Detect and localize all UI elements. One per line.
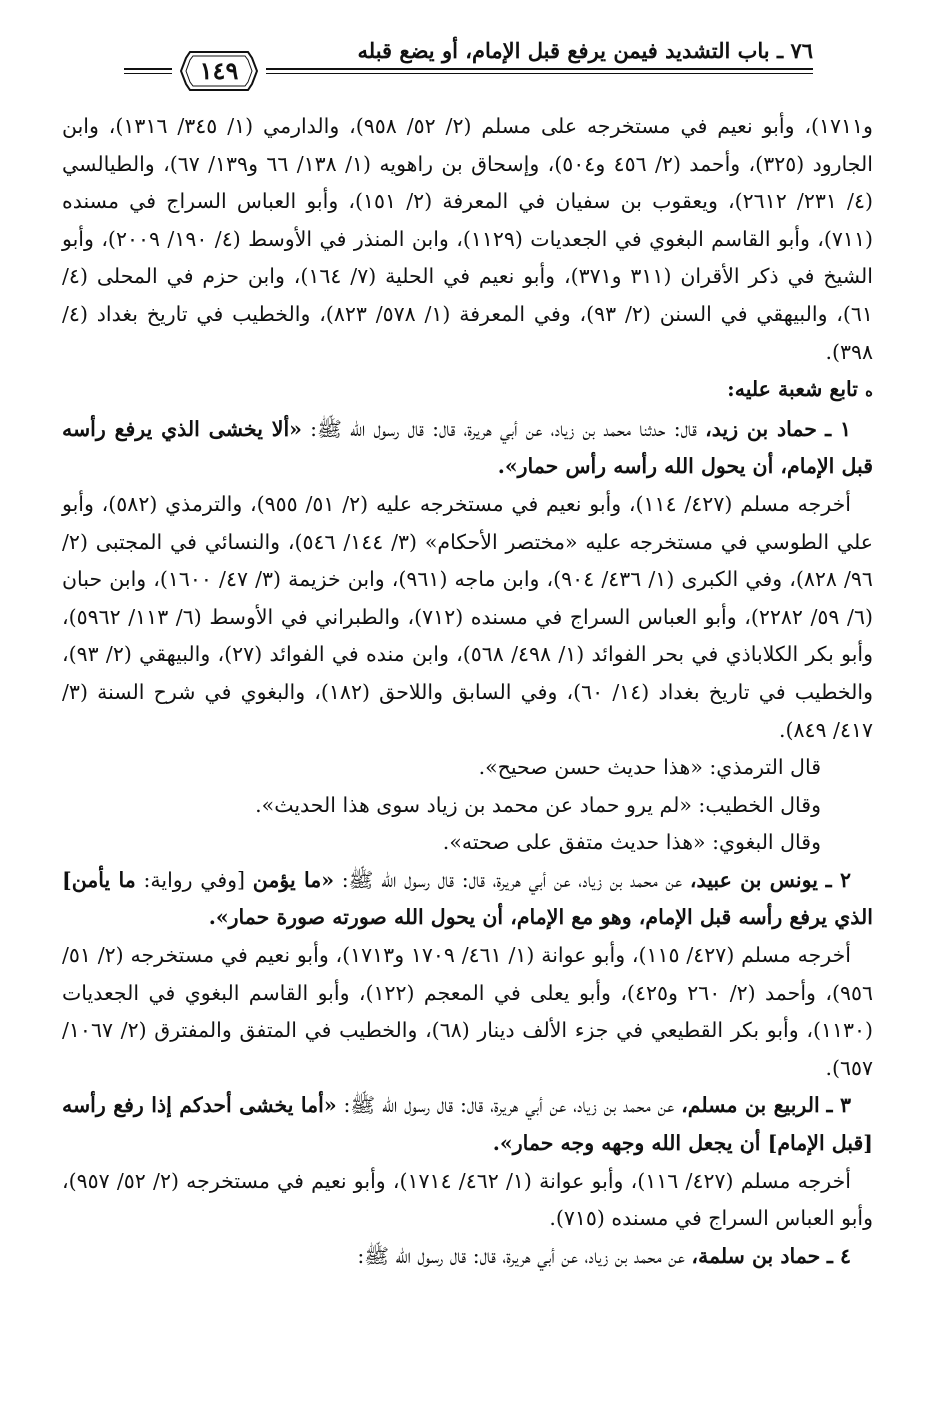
quote-tirmidhi: قال الترمذي: «هذا حديث حسن صحيح». [478, 755, 821, 780]
riwaya-note: [وفي رواية: [143, 867, 246, 892]
quote-khatib: وقال الخطيب: «لم يرو حماد عن محمد بن زياد سوى هذا الحديث». [255, 792, 821, 817]
narration-3 [62, 1087, 873, 1162]
header-rule [266, 73, 813, 74]
narration-number: ٤ ـ [826, 1243, 851, 1268]
narration-number: ٣ ـ [826, 1093, 851, 1118]
hadith-text: ما يأمن] الذي يرفع رأسه قبل الإمام، وهو مع الإمام، أن يحول الله صورته صورة حمار». [62, 867, 873, 930]
isnad-text: عن محمد بن زياد، عن أبي هريرة، قال: قال رسول الله ﷺ: [343, 1093, 675, 1118]
section-heading [62, 371, 873, 411]
header-rule [124, 73, 172, 74]
narrator-name: الربيع بن مسلم، [681, 1093, 820, 1118]
bullet-icon: ﻩ [865, 382, 873, 401]
narration-1 [62, 411, 873, 486]
quote-baghawi: وقال البغوي: «هذا حديث متفق على صحته». [442, 830, 821, 855]
narrator-name: يونس بن عبيد، [689, 867, 818, 892]
takhrij-paragraph: أخرجه مسلم (٤٢٧/ ١١٦)، وأبو عوانة (١/ ٤٦٢/ ١٧١٤)، وأبو نعيم في مستخرجه (٢/ ٥٢/ ٩٥٧)، وأبو العباس السراج في مسنده (٧١٥). [62, 1168, 873, 1231]
narrator-name: حماد بن زيد، [705, 416, 817, 441]
hadith-text: «ألا يخشى الذي يرفع رأسه قبل الإمام، أن يحول الله رأسه رأس حمار». [62, 416, 873, 479]
takhrij-paragraph: أخرجه مسلم (٤٢٧/ ١١٥)، وأبو عوانة (١/ ٤٦١/ ١٧٠٩ و١٧١٣)، وأبو نعيم في مستخرجه (٢/ ٥١/ ٩٥٦)، وأحمد (٢/ ٢٦٠ و٤٢٥)، وأبو يعلى في المعجم (١٢٢)، وأبو القاسم البغوي في الجعديات (١١٣٠)، وأبو بكر القطيعي في جزء الألف دينار (٦٨)، والخطيب في المتفق والمفترق (٢/ ١٠٦٧/ ٦٥٧). [62, 943, 873, 1080]
narration-2 [62, 862, 873, 937]
page-number: ١٤٩ [199, 56, 239, 85]
running-title: ٧٦ ـ باب التشديد فيمن يرفع قبل الإمام، أو يضع قبله [357, 38, 813, 63]
narration-number: ٢ ـ [825, 867, 851, 892]
narrator-name: حماد بن سلمة، [691, 1243, 821, 1268]
isnad-text: عن محمد بن زياد، عن أبي هريرة، قال: قال رسول الله ﷺ: [341, 867, 683, 892]
takhrij-paragraph: أخرجه مسلم (٤٢٧/ ١١٤)، وأبو نعيم في مستخرجه عليه (٢/ ٥١/ ٩٥٥)، والترمذي (٥٨٢)، وأبو علي الطوسي في مستخرجه عليه «مختصر الأحكام» (٣/ ١٤٤/ ٥٤٦)، والنسائي في المجتبى (٢/ ٩٦/ ٨٢٨)، وفي الكبرى (١/ ٤٣٦/ ٩٠٤)، وابن ماجه (٩٦١)، وابن خزيمة (٣/ ٤٧/ ١٦٠٠)، وابن حبان (٦/ ٥٩/ ٢٢٨٢)، وأبو العباس السراج في مسنده (٧١٢)، والطبراني في الأوسط (٦/ ١١٣/ ٥٩٦٢)، وأبو بكر الكلاباذي في بحر الفوائد (١/ ٤٩٨/ ٥٦٨)، وابن منده في الفوائد (٢٧)، والبيهقي (٢/ ٩٣)، والخطيب في تاريخ بغداد (١٤/ ٦٠)، وفي السابق واللاحق (١٨٢)، والبغوي في شرح السنة (٣/ ٤١٧/ ٨٤٩). [62, 491, 873, 742]
narration-4 [62, 1238, 873, 1276]
header-rule [266, 68, 813, 70]
header-rule [124, 68, 172, 70]
takhrij-paragraph: و١٧١١)، وأبو نعيم في مستخرجه على مسلم (٢/ ٥٢/ ٩٥٨)، والدارمي (١/ ٣٤٥/ ١٣١٦)، وابن الجارود (٣٢٥)، وأحمد (٢/ ٤٥٦ و٥٠٤)، وإسحاق بن راهويه (١/ ١٣٨/ ٦٦ و١٣٩/ ٦٧)، والطيالسي (٤/ ٢٣١/ ٢٦١٢)، ويعقوب بن سفيان في المعرفة (٢/ ١٥١)، وأبو العباس السراج في مسنده (٧١١)، وأبو القاسم البغوي في الجعديات (١١٢٩)، وابن المنذر في الأوسط (٤/ ١٩٠/ ٢٠٠٩)، وأبو الشيخ في ذكر الأقران (٣١١ و٣٧١)، وأبو نعيم في الحلية (٧/ ١٦٤)، وابن حزم في المحلى (٤/ ٦١)، والبيهقي في السنن (٢/ ٩٣)، وفي المعرفة (١/ ٥٧٨/ ٨٢٣)، والخطيب في تاريخ بغداد (٤/ ٣٩٨). [62, 114, 873, 364]
narration-number: ١ ـ [825, 416, 851, 441]
hadith-text: «ما يؤمن [252, 867, 335, 892]
page-header [62, 0, 873, 108]
isnad-text: قال: حدثنا محمد بن زياد، عن أبي هريرة، قال: قال رسول الله ﷺ: [310, 416, 697, 441]
section-heading-text: تابع شعبة عليه: [727, 377, 858, 402]
isnad-text: عن محمد بن زياد، عن أبي هريرة، قال: قال رسول الله ﷺ: [357, 1243, 685, 1268]
page-content [62, 108, 873, 1275]
hadith-text: «أما يخشى أحدكم إذا رفع رأسه [قبل الإمام] أن يجعل الله وجهه وجه حمار». [62, 1093, 873, 1156]
